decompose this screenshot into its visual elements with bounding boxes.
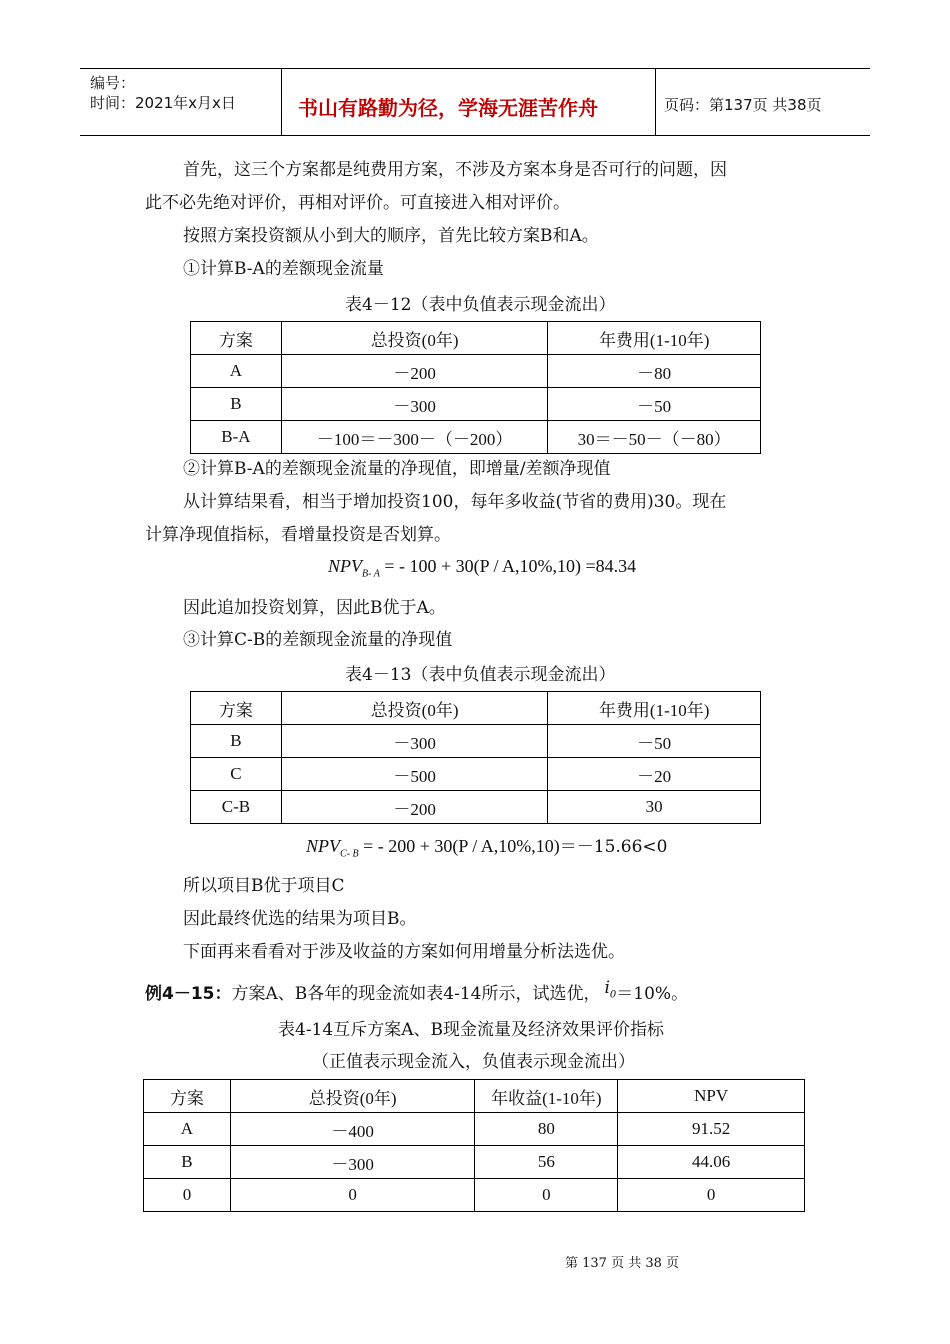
- table-cell: 80: [475, 1113, 618, 1146]
- table-cell: 30＝－50－（－80）: [548, 421, 761, 454]
- table-cell: 0: [144, 1179, 231, 1212]
- paragraph-4: 因此追加投资划算，因此B优于A。: [183, 598, 446, 618]
- formula-subscript: C- B: [340, 848, 359, 860]
- table-header-cell: 年收益(1-10年): [475, 1080, 618, 1113]
- table-cell: 44.06: [618, 1146, 805, 1179]
- paragraph-7: 下面再来看看对于涉及收益的方案如何用增量分析法选优。: [183, 942, 625, 962]
- header-divider-right: [655, 68, 656, 135]
- header-page-label: 页码：第137页 共38页: [664, 96, 822, 114]
- paragraph-6: 因此最终优选的结果为项目B。: [183, 909, 417, 929]
- table-2-caption: 表4－13（表中负值表示现金流出）: [345, 665, 616, 685]
- formula-npv-b-a: [328, 556, 636, 580]
- example-rate: ＝10%。: [616, 984, 689, 1004]
- paragraph-2: 按照方案投资额从小到大的顺序，首先比较方案B和A。: [183, 226, 599, 246]
- formula-subscript: B- A: [362, 568, 380, 580]
- formula-npv-symbol: NPV: [306, 836, 340, 856]
- table-cell: C: [191, 758, 282, 791]
- step-2-heading: ②计算B-A的差额现金流量的净现值，即增量/差额净现值: [183, 459, 611, 479]
- formula-result: ＝－15.66<0: [559, 837, 668, 857]
- table-cell: －500: [281, 758, 548, 791]
- paragraph-3-line-2: 计算净现值指标，看增量投资是否划算。: [145, 525, 451, 545]
- table-cell: 0: [230, 1179, 475, 1212]
- table-cell: －300: [281, 725, 548, 758]
- table-cell: B: [191, 388, 282, 421]
- table-3-caption-line-1: 表4-14互斥方案A、B现金流量及经济效果评价指标: [278, 1020, 664, 1040]
- table-cell: 0: [475, 1179, 618, 1212]
- table-header-cell: 年费用(1-10年): [548, 692, 761, 725]
- table-cell: －300: [230, 1146, 475, 1179]
- table-cell: －50: [548, 388, 761, 421]
- paragraph-1-line-1: 首先，这三个方案都是纯费用方案，不涉及方案本身是否可行的问题，因: [183, 160, 727, 180]
- table-header-cell: 总投资(0年): [281, 692, 548, 725]
- table-row: [191, 725, 761, 758]
- table-4-12: [190, 321, 761, 454]
- table-cell: －200: [281, 791, 548, 824]
- formula-expression: = - 200 + 30(P / A,10%,10): [358, 836, 560, 856]
- table-row: [144, 1179, 805, 1212]
- table-cell: B: [144, 1146, 231, 1179]
- formula-npv-symbol: NPV: [328, 556, 362, 576]
- table-header-cell: 方案: [191, 322, 282, 355]
- example-label: 例4－15：: [145, 984, 232, 1004]
- table-header-row: [144, 1080, 805, 1113]
- header-top-rule: [80, 68, 870, 69]
- table-row: [144, 1113, 805, 1146]
- table-row: [191, 388, 761, 421]
- table-cell: 56: [475, 1146, 618, 1179]
- table-header-cell: 总投资(0年): [281, 322, 548, 355]
- table-header-cell: NPV: [618, 1080, 805, 1113]
- table-cell: A: [144, 1113, 231, 1146]
- table-header-cell: 方案: [191, 692, 282, 725]
- table-cell: －80: [548, 355, 761, 388]
- formula-npv-c-b: [306, 832, 667, 860]
- table-cell: －200: [281, 355, 548, 388]
- table-cell: －300: [281, 388, 548, 421]
- table-cell: －100＝－300－（－200）: [281, 421, 548, 454]
- table-header-cell: 年费用(1-10年): [548, 322, 761, 355]
- formula-expression: = - 100 + 30(P / A,10%,10) =84.34: [379, 556, 637, 576]
- example-i-symbol: $i_0$: [604, 978, 617, 1001]
- paragraph-1-line-2: 此不必先绝对评价，再相对评价。可直接进入相对评价。: [145, 193, 570, 213]
- table-4-14: [143, 1079, 805, 1212]
- table-cell: C-B: [191, 791, 282, 824]
- table-row: [191, 791, 761, 824]
- table-cell: 91.52: [618, 1113, 805, 1146]
- document-time-label: 时间：2021年x月x日: [90, 94, 236, 112]
- table-cell: 30: [548, 791, 761, 824]
- table-header-cell: 总投资(0年): [230, 1080, 475, 1113]
- header-divider-left: [281, 68, 282, 135]
- table-cell: －400: [230, 1113, 475, 1146]
- table-cell: A: [191, 355, 282, 388]
- table-row: [191, 421, 761, 454]
- document-number-label: 编号：: [90, 74, 136, 92]
- table-cell: 0: [618, 1179, 805, 1212]
- table-1-caption: 表4－12（表中负值表示现金流出）: [345, 295, 616, 315]
- table-header-row: [191, 692, 761, 725]
- step-1-heading: ①计算B-A的差额现金流量: [183, 259, 384, 279]
- table-row: [191, 355, 761, 388]
- table-header-row: [191, 322, 761, 355]
- table-header-cell: 方案: [144, 1080, 231, 1113]
- table-cell: －20: [548, 758, 761, 791]
- step-3-heading: ③计算C-B的差额现金流量的净现值: [183, 630, 453, 650]
- example-4-15: [145, 978, 689, 1012]
- paragraph-3-line-1: 从计算结果看，相当于增加投资100，每年多收益(节省的费用)30。现在: [183, 492, 727, 512]
- example-text: 方案A、B各年的现金流如表4-14所示，试选优，: [231, 984, 601, 1004]
- table-4-13: [190, 691, 761, 824]
- page-footer: 第 137 页 共 38 页: [565, 1256, 680, 1271]
- header-motto: 书山有路勤为径，学海无涯苦作舟: [298, 96, 598, 120]
- table-3-caption-line-2: （正值表示现金流入，负值表示现金流出）: [312, 1052, 635, 1072]
- header-bottom-rule: [80, 135, 870, 136]
- table-row: [191, 758, 761, 791]
- table-row: [144, 1146, 805, 1179]
- table-cell: B-A: [191, 421, 282, 454]
- paragraph-5: 所以项目B优于项目C: [183, 876, 345, 896]
- table-cell: －50: [548, 725, 761, 758]
- table-cell: B: [191, 725, 282, 758]
